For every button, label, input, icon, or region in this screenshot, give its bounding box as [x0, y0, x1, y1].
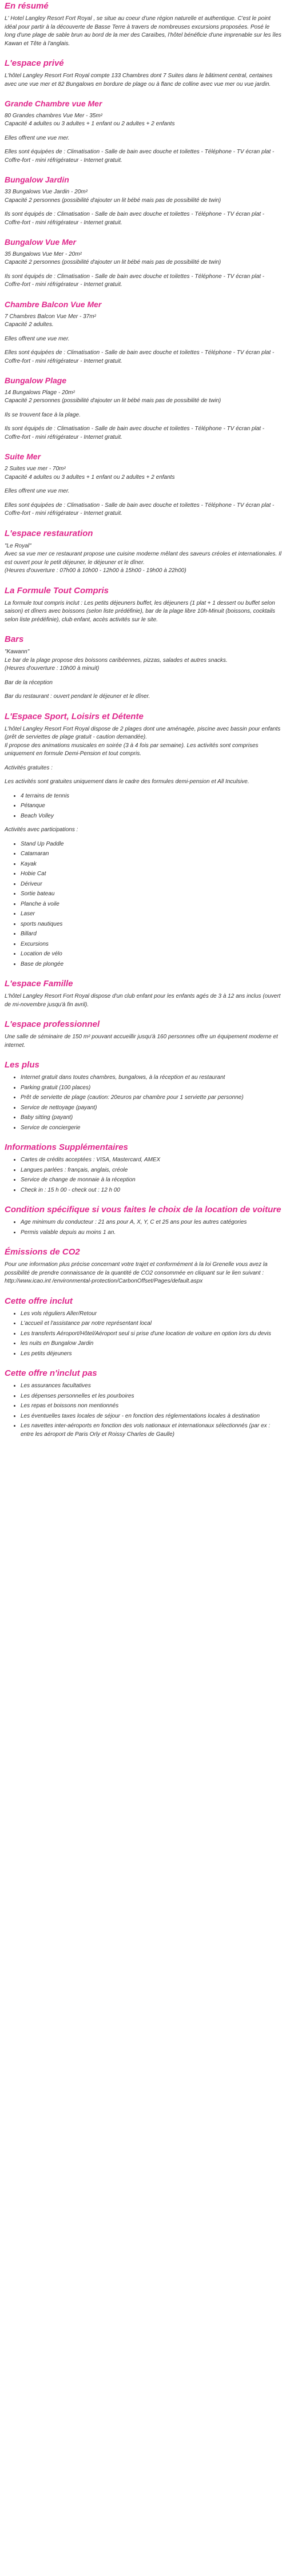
room-section: [5, 376, 281, 442]
included-title: Cette offre inclut: [5, 1296, 73, 1306]
sport-section: [5, 712, 281, 969]
included-section: [5, 1296, 281, 1359]
excluded-list: [5, 1382, 281, 1439]
bars-section: [5, 634, 281, 701]
room-equip: Ils sont équipés de : Climatisation - Salle de bain avec douche et toilettes - Téléphone - TV écran plat - Coffre-fort - mini réfrigérateur - Internet gratuit.: [5, 426, 265, 440]
room-section: [5, 175, 281, 227]
room-equip: Ils sont équipés de : Climatisation - Salle de bain avec douche et toilettes - Téléphone - TV écran plat - Coffre-fort - mini réfrigérateur - Internet gratuit.: [5, 211, 265, 226]
list-item: • Les navettes inter-aéroports en fonction des vols nationaux et internationaux sélectionnés (par ex : entre les aéroport de Paris Orly et Roissy Charles de Gaulle): [21, 1422, 281, 1439]
room-info: 35 Bungalows Vue Mer - 20m² Capacité 2 personnes (possibilité d'ajouter un lit bébé mais pas de possibilité de twin): [5, 251, 221, 266]
room-offer: Elles offrent une vue mer.: [5, 335, 70, 342]
co2-title: Émissions de CO2: [5, 1247, 80, 1257]
room-info: 33 Bungalows Vue Jardin - 20m² Capacité 2 personnes (possibilité d'ajouter un lit bébé mais pas de possibilité de twin): [5, 189, 221, 204]
list-item: • Les vols réguliers Aller/Retour: [21, 1310, 281, 1319]
free-activities-label: Activités gratuites :: [5, 764, 53, 771]
list-item: • Cartes de crédits acceptées : VISA, Mastercard, AMEX: [21, 1156, 281, 1165]
list-item: • Baby sitting (payant): [21, 1114, 281, 1122]
room-section: [5, 237, 281, 289]
list-item: • Les repas et boissons non mentionnés: [21, 1402, 281, 1411]
paid-activities-label: Activités avec participations :: [5, 827, 78, 833]
list-item: • Parking gratuit (100 places): [21, 1084, 281, 1093]
list-item: • Dériveur: [21, 880, 281, 889]
room-equip: Elles sont équipées de : Climatisation - Salle de bain avec douche et toilettes - Téléphone - TV écran plat - Coffre-fort - mini réfrigérateur - Internet gratuit.: [5, 350, 275, 364]
list-item: • Les éventuelles taxes locales de séjour - en fonction des réglementations locales à destination: [21, 1412, 281, 1421]
list-item: • Catamaran: [21, 850, 281, 859]
list-item: • Age minimum du conducteur : 21 ans pour A, X, Y, C et 25 ans pour les autres catégories: [21, 1218, 281, 1227]
private-space-section: [5, 58, 281, 89]
rooms-list: [5, 99, 281, 518]
list-item: • les nuits en Bungalow Jardin: [21, 1340, 281, 1348]
room-title: Grande Chambre vue Mer: [5, 99, 102, 108]
room-title: Bungalow Plage: [5, 376, 67, 386]
included-list: [5, 1310, 281, 1359]
intro-section: [5, 1, 281, 48]
list-item: • Hobie Cat: [21, 870, 281, 879]
extras-section: [5, 1060, 281, 1132]
extras-list: [5, 1074, 281, 1132]
bars-text-reception: Bar de la réception: [5, 679, 53, 686]
room-equip: Elles sont équipées de : Climatisation - Salle de bain avec douche et toilettes - Téléphone - TV écran plat - Coffre-fort - mini réfrigérateur - Internet gratuit.: [5, 149, 275, 164]
info-list: [5, 1156, 281, 1194]
all-inclusive-section: [5, 586, 281, 625]
list-item: • Prêt de serviette de plage (caution: 20euros par chambre pour 1 serviette par personne): [21, 1094, 281, 1102]
list-item: • Internet gratuit dans toutes chambres, bungalows, à la réception et au restaurant: [21, 1074, 281, 1082]
list-item: • Laser: [21, 910, 281, 919]
professional-title: L'espace professionnel: [5, 1019, 100, 1030]
professional-text: Une salle de séminaire de 150 m² pouvant accueillir jusqu'à 160 personnes offre un équipement moderne et internet.: [5, 1034, 278, 1049]
room-section: [5, 300, 281, 366]
list-item: • Check in : 15 h 00 - check out : 12 h 00: [21, 1186, 281, 1195]
room-info: 7 Chambres Balcon Vue Mer - 37m² Capacité 2 adultes.: [5, 313, 96, 328]
list-item: • Les dépenses personnelles et les pourboires: [21, 1392, 281, 1401]
excluded-title: Cette offre n'inclut pas: [5, 1368, 97, 1379]
sport-text: L'hôtel Langley Resort Fort Royal dispose de 2 plages dont une aménagée, piscine avec bassin pour enfants (prêt de serviettes de plage gratuit - caution demandée). Il propose des animations musicales en soirée (3 à 4 fois par semaine). Les activités sont comprises uniquement en formule Demi-Pension et tout compris.: [5, 725, 281, 757]
list-item: • Excursions: [21, 940, 281, 949]
all-inclusive-title: La Formule Tout Compris: [5, 585, 109, 596]
restaurant-section: [5, 529, 281, 575]
list-item: • Kayak: [21, 860, 281, 869]
intro-text: L' Hotel Langley Resort Fort Royal , se situe au coeur d'une région naturelle et authentique. C'est le point idéal pour partir à la découverte de Basse Terre à travers de nombreuses excursions proposées. Posé le long d'une plage de sable brun au bord de la mer des Caraïbes, l'hôtel bénéficie d'une imprenable sur les îles Kawan et Tête à l'anglais.: [5, 15, 281, 47]
free-activities-list: [5, 792, 281, 821]
sport-title: L'Espace Sport, Loisirs et Détente: [5, 711, 144, 721]
list-item: • Les assurances facultatives: [21, 1382, 281, 1391]
room-offer: Elles offrent une vue mer.: [5, 134, 70, 141]
list-item: • 4 terrains de tennis: [21, 792, 281, 801]
professional-section: [5, 1019, 281, 1050]
car-rental-list: [5, 1218, 281, 1237]
list-item: • Les transferts Aéroport/Hôtel/Aéroport seul si prise d'une location de voiture en option lors du devis: [21, 1330, 281, 1339]
co2-section: [5, 1247, 281, 1286]
room-title: Suite Mer: [5, 452, 41, 462]
room-offer: Elles offrent une vue mer.: [5, 488, 70, 495]
list-item: • Langues parlées : français, anglais, créole: [21, 1166, 281, 1175]
list-item: • Service de change de monnaie à la réception: [21, 1176, 281, 1185]
intro-title: En résumé: [5, 1, 49, 11]
room-info: 80 Grandes chambres Vue Mer - 35m² Capacité 4 adultes ou 3 adultes + 1 enfant ou 2 adultes + 2 enfants: [5, 112, 175, 128]
bars-text-restaurant: Bar du restaurant : ouvert pendant le déjeuner et le dîner.: [5, 693, 150, 700]
list-item: • Beach Volley: [21, 812, 281, 821]
list-item: • Base de plongée: [21, 960, 281, 969]
list-item: • Service de nettoyage (payant): [21, 1104, 281, 1113]
room-title: Chambre Balcon Vue Mer: [5, 299, 102, 309]
car-rental-title: Condition spécifique si vous faites le choix de la location de voiture: [5, 1205, 281, 1215]
co2-text: Pour une information plus précise concernant votre trajet et conformément à la loi Grenelle vous avez la possibilité de prendre connaissance de la quantité de CO2 consommée en cliquant sur le lien suivant : http://www.icao.int /environmental-protection/CarbonOffset/Pages/default.aspx: [5, 1261, 268, 1285]
info-section: [5, 1142, 281, 1194]
list-item: • Pétanque: [21, 802, 281, 811]
room-title: Bungalow Vue Mer: [5, 237, 76, 247]
list-item: • Planche à voile: [21, 900, 281, 909]
private-space-text: L'hôtel Langley Resort Fort Royal compte 133 Chambres dont 7 Suites dans le bâtiment central, certaines avec une vue mer et 82 Bungalows en bordure de plage ou à flanc de colline avec vue mer ou vue jardin.: [5, 73, 273, 88]
list-item: • sports nautiques: [21, 920, 281, 929]
list-item: • L'accueil et l'assistance par notre représentant local: [21, 1320, 281, 1328]
free-activities-note: Les activités sont gratuites uniquement dans le cadre des formules demi-pension et All Inculsive.: [5, 779, 249, 785]
private-space-title: L'espace privé: [5, 58, 64, 68]
info-title: Informations Supplémentaires: [5, 1142, 128, 1153]
page: [0, 1, 286, 1439]
all-inclusive-text: La formule tout compris inclut : Les petits déjeuners buffet, les déjeuners (1 plat + 1 dessert ou buffet selon saison) et dîners avec boissons (selon liste prédéfinie), bar de la plage libre 10h-Minuit (boissons, cocktails selon liste prédéfinie), club enfant, accès activités sur le site.: [5, 600, 276, 623]
list-item: • Permis valable depuis au moins 1 an.: [21, 1229, 281, 1237]
paid-activities-list: [5, 840, 281, 969]
room-offer: Ils se trouvent face à la plage.: [5, 411, 81, 418]
room-equip: Ils sont équipés de : Climatisation - Salle de bain avec douche et toilettes - Téléphone - TV écran plat - Coffre-fort - mini réfrigérateur - Internet gratuit.: [5, 273, 265, 288]
bars-title: Bars: [5, 634, 24, 645]
room-equip: Elles sont équipées de : Climatisation - Salle de bain avec douche et toilettes - Téléphone - TV écran plat - Coffre-fort - mini réfrigérateur - Internet gratuit.: [5, 502, 275, 517]
room-title: Bungalow Jardin: [5, 175, 69, 185]
excluded-section: [5, 1368, 281, 1439]
list-item: • Les petits déjeuners: [21, 1350, 281, 1359]
bars-text-beach: "Kawann" Le bar de la plage propose des boissons caribéennes, pizzas, salades et autres snacks. (Heures d'ouverture : 10h00 à minuit): [5, 649, 228, 672]
list-item: • Stand Up Paddle: [21, 840, 281, 849]
list-item: • Location de vélo: [21, 950, 281, 959]
family-text: L'hôtel Langley Resort Fort Royal dispose d'un club enfant pour les enfants agés de 3 à 12 ans inclus (ouvert de mi-novembre jusqu'à fin avril).: [5, 993, 281, 1008]
extras-title: Les plus: [5, 1060, 39, 1070]
family-title: L'espace Famille: [5, 979, 73, 989]
list-item: • Sortie bateau: [21, 890, 281, 899]
room-section: [5, 452, 281, 518]
room-section: [5, 99, 281, 165]
list-item: • Billard: [21, 930, 281, 939]
room-info: 14 Bungalows Plage - 20m² Capacité 2 personnes (possibilité d'ajouter un lit bébé mais pas de possibilité de twin): [5, 389, 221, 404]
restaurant-title: L'espace restauration: [5, 528, 93, 538]
car-rental-section: [5, 1205, 281, 1237]
room-info: 2 Suites vue mer - 70m² Capacité 4 adultes ou 3 adultes + 1 enfant ou 2 adultes + 2 enfants: [5, 466, 175, 481]
family-section: [5, 979, 281, 1009]
restaurant-text: "Le Royal" Avec sa vue mer ce restaurant propose une cuisine moderne mêlant des saveurs créoles et internationales. Il est ouvert pour le petit déjeuner, le déjeuner et le dîner. (Heures d'ouverture : 07h00 à 10h00 - 12h00 à 15h00 - 19h00 à 22h00): [5, 542, 281, 574]
list-item: • Service de conciergerie: [21, 1124, 281, 1133]
